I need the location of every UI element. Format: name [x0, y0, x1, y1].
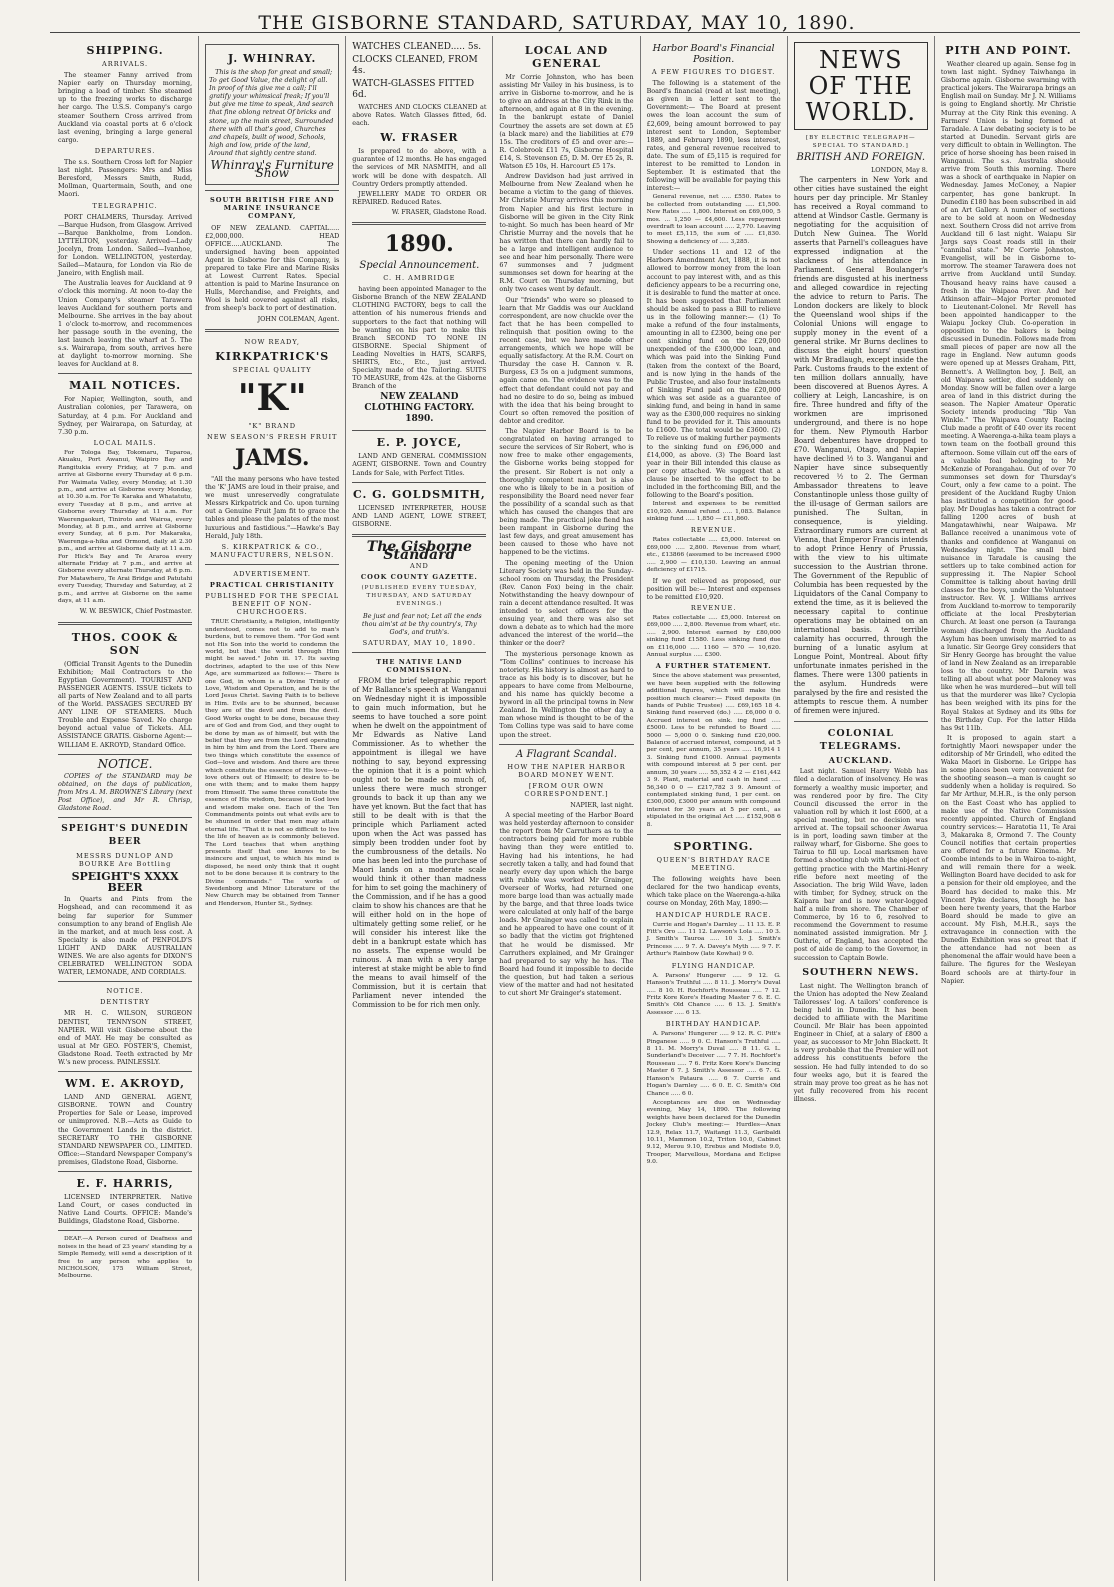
- flagrant-text: A special meeting of the Harbor Board was held yesterday afternoon to consider the report from Mr Carruthers as to the contractors being paid for more rubble having than they were entitled to. Having had his intentions, he had secretly taken a tally, and had found that nearly every day upon which the barge with rubble was worked Mr Grainger, Overseer of Works, had returned one more barge load than was actually made by the barge, and that three loads twice were calculated at only half of the barge loads. Mr Grainger was called to explain and he appeared to have one count of it so badly that the victim got frightened that he would be dismissed. Mr Carruthers explained, and Mr Grainger had prepared to say why he has. The Board had found it impossible to decide the question, but had taken a serious view of the matter and had not hesitated to cut short Mr Grainger's statement.: [499, 811, 634, 998]
- whinray-ad: [205, 44, 339, 185]
- flying-subhead: FLYING HANDICAP.: [671, 961, 756, 970]
- local-text-5: The opening meeting of the Union Literary Society was held in the Sunday-school room on Thursday, the President (Rev. Canon Fox) being in the chair. Notwithstanding the heavy downpour of rain a decent attendance resulted. It was intended to select officers for the ensuing year, and there was also set down a debate as to which had the more advanced the interest of the world—the thinker or the doer?: [499, 558, 634, 648]
- sporting-sub: QUEEN'S BIRTHDAY RACE MEETING.: [656, 855, 771, 873]
- birthday-subhead: BIRTHDAY HANDICAP.: [665, 1020, 762, 1029]
- harbor-text-3: If we get relieved as proposed, our position will be:— Interest and expenses to be remitted £10,920.: [646, 576, 781, 601]
- jams-heading: JAMS.: [234, 445, 310, 471]
- paper-title: The Gisborne Standard: [366, 538, 472, 563]
- flagrant-place: NAPIER, last night.: [570, 800, 634, 809]
- whinray-heading: J. WHINRAY.: [228, 52, 317, 65]
- divider: [58, 622, 192, 625]
- local-general-heading: LOCAL AND GENERAL: [524, 44, 609, 70]
- harbor-text-2: Under sections 11 and 12 of the Harbors Amendment Act, 1888, it is not allowed to borrow money from the loan account to pay interest with, and as this deficiency appears to be a recurring one, it is desirable to fund the matter at once. It has been suggested that Parliament should be asked to pass a Bill to relieve us in the following manner:— (1) To make a refund of the four instalments, amounting in all to £2300, being one per cent sinking fund on the £29,000 unexpended of the £300,000 loan, and which was paid into the Sinking Fund (taken from the context of the Board, and is now lying in the hands of the Public Trustee, and also four instalments of Sinking Fund paid on the £20,000 which was set aside as a guarantee of sinking fund, and being in hand in same way as the £300,000 requires no sinking fund to be provided for it. This amounts to £1600. The total would be £3600. (2) To relieve us of making further payments to the sinking fund on £96,000 and £14,000, as above. (3) The Board last year in their Bill intended this clause as per copy attached. We suggest that a clause be inserted to the effect to be included in the forthcoming Bill, and the following to the Board's position.: [646, 248, 781, 500]
- nz-clothing-factory: NEW ZEALAND CLOTHING FACTORY. 1890.: [364, 392, 475, 425]
- dateline: LONDON, May 8.: [871, 166, 928, 175]
- year-heading: 1890.: [384, 231, 454, 258]
- colonial-heading: COLONIAL TELEGRAMS.: [819, 728, 902, 753]
- southern-text: Last night. The Wellington branch of the Union has adopted the New Zealand Tailoresses' log. A tailors' conference is being held in Dunedin. It has been decided to affiliate with the Maritime Council. Mr Blair has been appointed Engineer in Chief, at a salary of £800 a year, as successor to Mr John Blackett. It is very probable that the Premier will not address his constituents before the session. He had fully intended to do so four weeks ago, but it is feared the strain may prove too great as he has not yet fully recovered from his recent illness.: [793, 981, 928, 1103]
- practical-heading: PRACTICAL CHRISTIANITY: [209, 581, 335, 590]
- telegraphic-subhead: TELEGRAPHIC.: [92, 201, 158, 210]
- sporting-text: The following weights have been declared for the two handicap events, which take place on the Waerenga-a-hika course on Monday, 26th May, 1890:—: [646, 875, 781, 908]
- notice-text: COPIES of the STANDARD may be obtained, on the days of publication, from Mrs A. M. BROWNE'S Library (next Post Office), and Mr R. Chrisp, Gladstone Road.: [58, 771, 193, 813]
- special-quality: SPECIAL QUALITY: [232, 365, 312, 374]
- paper-motto: Be just and fear not; Let all the ends thou aim'st at be thy country's, Thy God's, and truth's.: [361, 611, 482, 636]
- watch-line-1: WATCHES CLEANED..... 5s.: [352, 42, 482, 52]
- arrivals-subhead: ARRIVALS.: [102, 60, 149, 68]
- divider: [205, 190, 339, 191]
- goldsmith-heading: C. G. GOLDSMITH,: [352, 487, 486, 501]
- divider: [499, 744, 633, 745]
- paper-and: AND: [409, 562, 429, 571]
- newspaper-page: [52, 36, 1082, 1581]
- harbor-figures-3: Rates collectable ..... £5,000. Interest on £69,000 ..... 2,800. Revenue from wharf, etc., £13866 (assumed to be increased £900 ..... 2,900 — £10,130. Leaving an annual deficiency of £1715.: [646, 537, 781, 574]
- speight-heading: SPEIGHT'S DUNEDIN BEER: [61, 824, 189, 848]
- pith-heading: PITH AND POINT.: [945, 44, 1072, 57]
- divider: [352, 482, 486, 483]
- local-text-3: Our "friends" who were so pleased to learn that Mr Gaddis was our Auckland correspondent, are now chuckle over the fact that he has been compelled to relinquish that position owing to the recent case, but we have made other arrangements, which we hope will be equally satisfactory. At the R.M. Court on Thursday the case H. Cannon v. R. Burgess, £3 5s on a judgment summons, again came on. The evidence was to the effect that defendant could not pay and had no desire to do so, being as imbued with the idea that his being brought to Court so often removed the position of debtor and creditor.: [499, 295, 634, 425]
- divider: [352, 652, 486, 653]
- mail-notices-heading: MAIL NOTICES.: [69, 379, 182, 393]
- divider: [58, 1171, 192, 1172]
- practical-sub: PUBLISHED FOR THE SPECIAL BENEFIT OF NON-CHURCHGOERS.: [205, 592, 340, 617]
- masthead: [0, 0, 1114, 34]
- divider: [352, 534, 486, 537]
- divider: [58, 1071, 192, 1072]
- world-text: The carpenters in New York and other cities have sustained the eight hours per day principle. Mr Stanley has received a Royal command to attend at Windsor Castle. Germany is negotiating for the acquisition of Dutch New Guinea. The World asserts that Parnell's colleagues have expressed indignation at the slackness of his attendance in Parliament. General Boulanger's friends are disgusted at his inertness and alleged cowardice in rejecting the advice to return to Paris. The London dockers are likely to block the Queensland wool ships if the Colonial Unions will engage to supply money in the event of a general strike. Mr Burns declines to discuss the eight hours' question with Mr Bradlaugh, except inside the Park. Customs frauds to the extent of ten million dollars annually, have been discovered at Buenos Ayres. A colliery at Leigh, Lancashire, is on fire. Three hundred and fifty of the workmen are imprisoned underground, and there is no hope for them. New Plymouth Harbor Board debentures have dropped to £70. Wanganui, Otago, and Napier have declined ½ to 3. Wanganui and Napier have since subsequently recovered ½ to 2. The German Ambassador threatens to leave Constantinople unless those guilty of the ill-usage of German sailors are punished. The Sultan, in consequence, is yielding. Extraordinary rumors are current at Vienna, that Emperor Francis intends to adopt Prince Henry of Prussia, with the view to his ultimate succession to the Austrian throne. The Government of the Republic of Columbia has been requested by the Liquidators of the Canal Company to extend the time, as it is believed the necessary capital to continue operations may be obtained on an international basis. A terrible calamity has occurred, through the burning of a lunatic asylum at Longue Point, Montreal. About fifty unfortunate inmates perished in the flames. There were 1300 patients in the asylum. Hundreds were paralysed by the fire and resisted the attempts to rescue them. A number of firemen were injured.: [793, 176, 928, 716]
- speight-big: SPEIGHT'S XXXX BEER: [71, 870, 179, 895]
- pith-text: Weather cleared up again. Sense fog in town last night. Sydney Taiwhanga in Gisborne again. Gisborne swarming with practical jokers. The Wairarapa brings an English mail on Sunday. Mr J. N. Williams is going to England shortly. Mr Christie Murray at the City Rink this evening. A Farmers' Union is being formed at Taradale. A Law debating society is to be started at Dunedin. Servant girls are very difficult to obtain in Wellington. The price of horse shoeing has been raised in Wanganui. The s.s. Australia should arrive from South this morning. There was a shock of earthquake in Napier on Wednesday. James McConey, a Napier carpenter, has gone bankrupt. In Dunedin £180 has been subscribed in aid of an Art Gallery. A number of sections are to be sold at noon on Wednesday next. Southern Cross did not arrive from Auckland till 6 last night. Waiapu Sir Jargs says Coast roads still in their "cannibal state." Mr Corrie Johnston, Evangelist, will be in Gisborne to-morrow. The steamer Tarawera does not arrive from Auckland until Sunday. Thousand heavy rains have caused a fresh in the Waipaoa river. And her Atkinson affair—Major Porter promoted to Lieutenant-Colonel. Mr Revell has been appointed handicapper to the Waiapu Jockey Club. Co-operation in opposition to the bakers is being discussed in Dunedin. Follows made from small pieces of paper are now all the rage in England. New autumn goods were opened up at Messrs Graham, Pitt, Bennett's. A Wellington boy, J. Bell, an old Waipawa settler, died suddenly on Monday. Snow will be fallen over a large area of land in this district during the season. The Napier Amateur Operatic Society intends producing "Rip Van Winkle." The Waipawa County Racing Club made a profit of £40 over its recent meeting. A Waerenga-a-hika team plays a town team on the football ground this afternoon. Some villain cut off the ears of a valuable foal belonging to Mr McKenzie of Porangahau. Out of over 70 summonses set down for Thursday's Court, only a few came to a point. The president of the Auckland Rugby Union has instituted a competition for good-play. Mr Douglas has taken a contract for falling 1200 acres of bush at Mangatawhiwhi, near Waipawa. Mr Ballance received a unanimous vote of thanks and confidence at Wanganui on Wednesday night. The small bird nuisance in Taradale is causing the settlers up to take combined action for suppressing it. The Napier School Committee is talking about having drill classes for the boys, under the Volunteer instructor. Rev. W. J. Williams arrives from Auckland to-morrow to temporarily officiate at the local Presbyterian Church. At least one person (a Tauranga woman) discharged from the Auckland Asylum has been unwisely married to as a lunatic. Sir George Grey considers that Sir Henry George has brought the value of land in New Zealand as an irreparable loss to the country. Mr Darwin was telling all about what poor Maloney was like when he was murdered—but will tell us that the murderer was like? Cyclopia has been weighed with its pins for the Royal Stakes at Sydney and its 9lbs for the Birthday Cup. For the latter Hilda has 9st 11lb.: [940, 60, 1076, 732]
- world-title: NEWS OF THE WORLD.: [805, 46, 916, 126]
- special-announcement: Special Announcement.: [359, 260, 480, 272]
- joyce-text: LAND AND GENERAL COMMISSION AGENT, GISBORNE. Town and Country Lands for Sale, with Perfect Titles.: [352, 452, 487, 477]
- deaf-notice: DEAF.—A Person cured of Deafness and noises in the head of 23 years' standing by a Simple Remedy, will send a description of it free to any person who applies to NICHOLSON, 175 William Street, Melbourne.: [58, 1236, 193, 1280]
- watch-line-2: CLOCKS CLEANED, FROM 4s.: [352, 55, 478, 76]
- now-ready: NOW READY,: [244, 337, 300, 346]
- native-text: FROM the brief telegraphic report of Mr Ballance's speech at Wanganui on Wednesday night it is impossible to gain much information, but he seems to have touched a sore point when he dwelt on the appointment of Mr Edwards as Native Land Commissioner. As to whether the appointment is illegal we have nothing to say, beyond expressing the opinion that it is a point which ought not to be made so much of, unless there were much stronger grounds to back it up than any we have yet known. But the fact that has still to be dealt with is that the principle which Parliament acted upon when the Act was passed has simply been trodden under foot by the cumbrousness of the details. No one has been led into the purchase of Maori lands on a moderate scale would think it other than madness for him to set going the machinery of the Commission, and if he has a good claim to show his chances are that he will either hold on in the hope of ultimately getting some relief, or he will consider his interest like the debt in a bankrupt estate which has no assets. The expense would be ruinous. A man with a very large interest at stake might be able to find the means to avail himself of the Commission, but it is certain that Parliament never intended the Commission to be for rich men only.: [352, 677, 487, 1010]
- departures-text: The s.s. Southern Cross left for Napier last night. Passengers: Mrs and Miss Beresford, Messrs Smith, Rudd, Mollman, Quartermain, South, and one Maori.: [58, 158, 193, 199]
- local-text-2: Andrew Davidson had just arrived in Melbourne from New Zealand when he became a victim to the gang of thieves. Mr Christie Murray arrives this morning from Napier and his first lecture in Gisborne will be given in the City Rink to-night. So much has been heard of Mr Christie Murray and the novels that he has written that there can hardly fail to be a large and intelligent audience to see and hear him personally. There were 67 summonses and 7 judgment summonses set down for hearing at the R.M. Court on Thursday morning, but only two cases went by default.: [499, 172, 634, 294]
- harris-text: LICENSED INTERPRETER. Native Land Court, or cases conducted in Native Land Courts. OFFICE: Mande's Buildings, Gladstone Road, Gisborne.: [58, 1192, 193, 1226]
- divider: [352, 430, 486, 431]
- divider: [647, 834, 781, 835]
- harbor-figures-4: Rates collectable ..... £5,000. Interest on £69,000 ..... 2,800. Revenue from wharf, etc. ..... 2,900. Interest earned by £80,000 sinking fund £1580. Less sinking fund due on £116,000 ..... 1160 — 570 — 10,620. Annual surplus ..... £300.: [646, 614, 781, 658]
- further-statement-text: Since the above statement was presented, we have been supplied with the following additional figures, which will make the position much clearer:— Fixed deposits (in hands of Public Trustee) ..... £69,165 18 4. Sinking fund reserved (do.) ..... £6,000 0 0. Accrued interest on sink. ing fund ..... £5000. Less to be refunded to Board ..... 5000 — 5,000 0 0. Sinking fund £20,000. Balance of accrued interest, compound, at 5 per cent, per annum, 35 years ..... 16,914 1 3. Sinking fund £1000. Annual payments with compound interest at 5 per cent. per annum, 30 years ..... 55,352 4 2 — £161,442 3 9. Plant, material and cash in hand ..... 56,340 0 0 — £217,782 3 9. Amount of contemplated sinking fund, 1 per cent. on £300,000, £3000 per annum with compound interest for 30 years at 5 per cent., as stipulated in the original Act ..... £152,908 6 8.: [646, 673, 781, 828]
- world-sub: [BY ELECTRIC TELEGRAPH—SPECIAL TO STANDARD.]: [805, 135, 916, 150]
- fraser-heading: W. FRASER: [380, 131, 459, 145]
- advertisement-label: ADVERTISEMENT.: [233, 569, 311, 578]
- insurance-sign: JOHN COLEMAN, Agent.: [257, 314, 340, 323]
- divider: [58, 981, 192, 982]
- local-text-4: The Napier Harbor Board is to be congratulated on having arranged to secure the services of Sir Robert, who is now free to make other engagements, the Gisborne works being stopped for the present. Sir Robert is not only a thoroughly competent man but is also one who is likely to be in a position of responsibility the Board need never fear the possibility of a scandal such as that which has caused the changes that are being made. The practical joke fiend has been rampant in Gisborne during the last few days, and great amusement has been caused to those who have not happened to be the victims.: [499, 427, 634, 557]
- divider: [58, 1230, 192, 1231]
- sporting-heading: SPORTING.: [673, 839, 754, 853]
- notice-heading: NOTICE.: [97, 756, 153, 771]
- british-heading: BRITISH AND FOREIGN.: [796, 152, 926, 164]
- column-7: [935, 36, 1082, 1581]
- harbor-board-sub: A FEW FIGURES TO DIGEST.: [651, 68, 776, 76]
- kirkpatrick-heading: KIRKPATRICK'S: [215, 349, 330, 363]
- divider: [58, 373, 192, 374]
- arrivals-text: The steamer Fanny arrived from Napier early on Thursday morning, bringing a load of timber. She steamed up to the freezing works to discharge her cargo. The U.S.S. Company's cargo steamer Southern Cross arrived from Auckland via coastal ports at 6 o'clock last evening, bringing a large general cargo.: [58, 71, 193, 144]
- flagrant-heading: A Flagrant Scandal.: [516, 748, 617, 760]
- harbor-text-1: The following is a statement of the Board's financial (read at last meeting), as given in a letter sent to the Government:— The Board at present owes the loan account the sum of £2,609, being amount borrowed to pay interest sent to London, September 1889, and February 1890, less interest, rates, and general revenue received to date. The sum of £5,115 is required for interest to be remitted to London in September. It is estimated that the following will be available for paying this interest:—: [646, 79, 781, 193]
- departures-subhead: DEPARTURES.: [94, 146, 156, 155]
- column-2: [199, 36, 346, 1581]
- paper-date: SATURDAY, MAY 10, 1890.: [362, 638, 477, 647]
- auckland-subhead: AUCKLAND.: [828, 755, 893, 766]
- shipping-heading: SHIPPING.: [86, 44, 164, 57]
- harbor-figures-2: Interest and expenses to be remitted £10,920. Annual refund ..... 1,083. Balance sinking fund ..... 1,850 — £11,860.: [646, 501, 781, 522]
- native-heading: THE NATIVE LAND COMMISSION.: [376, 657, 463, 675]
- postmaster-sign: W. W. BESWICK, Chief Postmaster.: [79, 607, 193, 616]
- southern-heading: SOUTHERN NEWS.: [802, 966, 920, 978]
- ambridge-name: C. H. AMBRIDGE: [383, 274, 456, 283]
- column-5: [641, 36, 788, 1581]
- masthead-rule: [50, 32, 1080, 33]
- page-title: THE GISBORNE STANDARD, SATURDAY, MAY 10, 1890.: [258, 12, 856, 34]
- watch-text: WATCHES AND CLOCKS CLEANED at above Rates. Watch Glasses fitted, 6d. each.: [352, 103, 487, 128]
- birthday-entries: A. Parsons' Hungerer ..... 9 12. R. C. Pitt's Pinganese ..... 9 0. C. Hanson's Truthful ..... 8 11. M. Morry's Duval ..... 8 11. G. L. Sunderland's Deceiver ..... 7 7. H. Rochfort's Rousseau ..... 7 6. Fritz Kore Kore's Dancing Master 6 7. J. Smith's Assessor ..... 6 7. G. Hanson's Pataura ..... 6 7. Currie and Hogan's Darnley ..... 6 0. E. C. Smith's Old Chance ..... 6 0.: [646, 1031, 781, 1097]
- auckland-text: Last night. Samuel Harry Webb has filed a declaration of insolvency. He was formerly a wealthy music importer, and was rendered poor by fire. The City Council discussed the error in the valuation roll by which it lost £600, at a special meeting, but no decision was arrived at. The topsail schooner Awarua is in port, loading sawn timber at the railway wharf, for Gisborne. She goes to Tairua to fill up. Local marksmen have formed a shooting club with the object of getting practice with the Martini-Henry rifle before next meeting of the Association. The brig Wild Wave, laden with timber, for Sydney, struck on the Kaipara bar and is now water-logged half a mile from shore. The Chamber of Commerce, by 16 to 6, resolved to recommend the Government to resume nominated assisted immigration. Mr J. Guthrie, of England, has accepted the post of aide de camp to the Governor, in succession to Captain Bowle.: [793, 767, 928, 962]
- speight-text: In Quarts and Pints from the Hogshead, and can recommend it as being far superior for Summer consumption to any brand of English Ale in the market, and at much less cost. A Specialty is also made of PENFOLD'S LIGHT AND DARK AUSTRALIAN WINES. We are also agents for DIXON'S CELEBRATED WELLINGTON SODA WATER, LEMONADE, AND CORDIALS.: [58, 895, 193, 977]
- dentistry-notice-heading: NOTICE.: [106, 987, 144, 996]
- divider: [352, 222, 486, 225]
- column-4: [493, 36, 640, 1581]
- paper-pub: (PUBLISHED EVERY TUESDAY, THURSDAY, AND SATURDAY EVENINGS.): [361, 585, 478, 608]
- hurdle-subhead: HANDICAP HURDLE RACE.: [655, 910, 772, 919]
- speight-sub: MESSRS DUNLOP AND BOURKE Are Bottling: [76, 852, 174, 869]
- harris-heading: E. F. HARRIS,: [76, 1176, 174, 1190]
- divider: [205, 329, 339, 332]
- jewellery-text: JEWELLERY MADE TO ORDER OR REPAIRED. Reduced Rates.: [352, 189, 487, 206]
- column-6: [788, 36, 935, 1581]
- cook-text: (Official Transit Agents to the Dunedin Exhibition; Mail Contractors to the Egyptian Government). TOURIST AND PASSENGER AGENTS. ISSUE tickets to all parts of New Zealand and to all parts of the World. PASSAGES SECURED BY ANY LINE OF STEAMERS. Much Trouble and Expense Saved. No charge beyond actual value of Tickets. ALL ASSISTANCE GRATIS. Gisborne Agent:—WILLIAM E. AKROYD, Standard Office.: [58, 659, 193, 749]
- dentistry-text: MR H. C. WILSON, SURGEON DENTIST, TENNYSON STREET, NAPIER. Will visit Gisborne about the end of MAY. He may be consulted as usual at Mr GEO. FOSTER'S, Chemist, Gladstone Road. Teeth extracted by Mr W.'s new process. PAINLESSLY.: [58, 1009, 193, 1067]
- column-1: [52, 36, 199, 1581]
- local-text-1: Mr Corrie Johnston, who has been assisting Mr Vailey in his business, is to arrive in Gisborne to-morrow, and he is to give an address at the City Rink in the afternoon, and again at 8 in the evening. In the bankrupt estate of Daniel Courtney the assets are set down at £5 (a black mare) and the liabilities at £79 15s. The creditors of £5 and over are:—R. Colebrook £11 7s, Gisborne Hospital £14, S. Stevenson £5, D. M. Orr £5 2s, R. Watson £5 10s, H. Harcourt £5 17s.: [499, 73, 634, 171]
- flying-entries: A. Parsons' Hungerer ..... 9 12. G. Hanson's Truthful ..... 8 11. J. Morry's Duval ..... 8 10. H. Rochfort's Rousseau ..... 7 12. Fritz Kore Kore's Heading Master 7 6. E. C. Smith's Old Chance ..... 6 13. J. Smith's Assessor ..... 6 13.: [646, 972, 781, 1016]
- hurdle-entries: Currie and Hogan's Darnley ... 11 13. E. P. Fitt's Oro ..... 11 12. Lawson's Lola ..... 10 3. J. Smith's Tauroa ..... 10 3. J. Smith's Princess ..... 9 7. A. Davey's Myth ..... 9 7. F. Arthur's Rainbow (late Kowhai) 9 0.: [646, 921, 781, 958]
- divider: [58, 817, 192, 818]
- insurance-heading: SOUTH BRITISH FIRE AND MARINE INSURANCE COMPANY,: [209, 196, 335, 221]
- divider: [58, 754, 192, 755]
- akroyd-text: LAND AND GENERAL AGENT, GISBORNE. TOWN and Country Properties for Sale or Lease, improved or unimproved. N.B.—Acts as Guide to the Government Lands in the district. SECRETARY TO THE GISBORNE STANDARD NEWSPAPER CO., LIMITED. Office:—Standard Newspaper Company's premises, Gladstone Road, Gisborne.: [58, 1093, 193, 1166]
- revenue-subhead: REVENUE.: [690, 526, 737, 535]
- flagrant-sub: HOW THE NAPIER HARBOR BOARD MONEY WENT.: [507, 762, 626, 779]
- jams-text: "All the many persons who have tested the 'K' JAMS are loud in their praise, and we must unreservedly congratulate Messrs Kirkpatrick and Co. upon turning out a Genuine Fruit Jam fit to grace the tables and please the palates of the most luxurious and fastidious."—Hawke's Bay Herald, July 18th.: [205, 475, 340, 540]
- ambridge-text: having been appointed Manager to the Gisborne Branch of the NEW ZEALAND CLOTHING FACTORY, begs to call the attention of his numerous friends and supporters to the fact that nothing will be wanting on his part to make this Branch SECOND TO NONE IN GISBORNE. Special Shipment of Leading Novelties in HATS, SCARFS, SHIRTS, Etc., Etc., just arrived. Specialty made of the Tailoring. SUITS TO MEASURE, from 42s. at the Gisborne Branch of the: [352, 285, 487, 391]
- watch-line-3: WATCH-GLASSES FITTED 6d.: [352, 79, 475, 100]
- divider: [205, 564, 339, 565]
- paper-sub: COOK COUNTY GAZETTE.: [360, 573, 478, 582]
- telegraphic-text-2: The Australia leaves for Auckland at 9 o'clock this morning. At noon to-day the Union Company's steamer Tarawera leaves Auckland for southern ports and Melbourne. She arrives in the bay about 1 o'clock to-morrow, and recommences her passage south in the evening, the last launch leaving the wharf at 5. The s.s. Wairarapa, from south, arrives here at daylight to-morrow morning. She leaves for Auckland at 8.: [58, 279, 193, 369]
- fraser-text: Is prepared to do above, with a guarantee of 12 months. He has engaged the services of MR NASMITH, and all work will be done with despatch. All Country Orders promptly attended.: [352, 147, 487, 188]
- joyce-heading: E. P. JOYCE,: [376, 436, 463, 450]
- practical-text: TRUE Christianity, a Religion, intelligently understood, comes not to add to man's burdens, but to remove them. "For God sent not His Son into the world to condemn the world, but that the world through Him might be saved." John iii. 17. Its saving doctrines, adapted to the use of this New Age, are summarized as follows:— There is one God, in whom is a Divine Trinity of Love, Wisdom and Operation, and he is the Lord Jesus Christ. Saving Faith is to believe in Him. Evils are to be shunned, because they are of the devil and from the devil. Good Works ought to be done, because they are of God and from God, and they ought to be done by man as of himself, but with the belief that they are from the Lord operating in him by him and from the Lord. There are two things which constitute the essence of God—love and wisdom. And there are three which constitute the essence of His love—to love others out of Himself; to desire to be one with them; and to make them happy from Himself. The same three constitute the essence of His wisdom, because in God love and wisdom make one. Each of the Ten Commandments points out what evils are to be shunned in order that men may attain eternal life. "That it is not so difficult to live the life of heaven as is commonly believed. The Lord teaches that when anything presents itself that one knows to be insincere and unjust, to which his mind is disposed, he need only think that it ought not to be done because it is contrary to the Divine commands." The works of Swedenborg and Minor Literature of the New Church may be obtained from Tanner and Henderson, Hunter St., Sydney.: [205, 619, 340, 907]
- whinray-poem: This is the shop for great and small; To get Good Value, the delight of all. In proof of this give me a call; I'll gratify your whimsical freak; If you'll but give me time to speak, And search that fine oblong retreat Of bricks and stone, up the main street, Surrounded there with all that's good, Churches and chapels, built of wood, Schools, high and low, pride of the land, Around that sightly centre stand.: [209, 68, 334, 157]
- cook-heading: THOS. COOK & SON: [71, 630, 179, 657]
- world-box: [794, 42, 928, 130]
- k-brand-big: "K": [237, 376, 307, 419]
- further-statement-heading: A FURTHER STATEMENT.: [655, 662, 772, 671]
- furniture-show: Whinray's Furniture Show: [210, 158, 334, 181]
- mail-text: For Napier, Wellington, south, and Australian colonies, per Tarawera, on Saturday, at 4 p.m. For Auckland and Sydney, per Wairarapa, on Saturday, at 7.30 p.m.: [58, 395, 193, 436]
- pith-text-2: It is proposed to again start a fortnightly Maori newspaper under the editorship of Mr Grindell, who edited the Waka Maori in Gisborne. Le Grippe has in some places been very convenient for the shooting season—a man is caught so suddenly when a holiday is required. So far Mr Arthur, M.H.R., is the only person on the East Coast who has applied to make use of the Native Commission recently appointed. Church of England country services:— Haratotia 11, Te Arai 3, Makaraka 8, Ormond 7. The County Council notifies that certain properties are offered for a future Kinema. Mr Coombe intends to be in Wairoa to-night, and will remain there for a week. Wellington Board have decided to ask for a pension for their old employee, and the Board has decided to make this. Mr Vincent Pyke declares, though he has been here twenty years, that the Harbor Board should be made to give an account. My Fish, M.H.R., says the extravagance in connection with the Dunedin Exhibition was so great that if the attendance had not been as phenomenal the affair would have been a failure. The figures for the Wesleyan Board schools are at thirty-four in Napier.: [940, 733, 1076, 985]
- dentistry-heading: DENTISTRY: [100, 998, 151, 1007]
- fresh-fruit: NEW SEASON'S FRESH FRUIT: [206, 432, 338, 441]
- acceptances-text: Acceptances are due on Wednesday evening, May 14, 1890. The following weights have been declared for the Dunedin Jockey Club's meeting:— Hurdles—Anax 12.9, Relax 11.7, Waitangi 11.3, Garibaldi 10.11, Mammon 10.2, Triton 10.0, Cabinet 9.12, Merou 9.10, Erebus and Modiste 9.0, Trooper, Marvellous, Mordana and Eclipse 9.0.: [646, 1099, 781, 1166]
- harbor-figures-1: General revenue, net ..... £550. Rates to be collected from outstanding ..... £1,500. New Rates ..... 1,800. Interest on £69,000, 5 mos. ... 1,250 — £4,600. Less repayment overdraft to loan account ..... 2,770. Leaving to meet £5,115, the sum of ..... £1,830. Showing a deficiency of ..... 3,285.: [646, 194, 781, 245]
- goldsmith-text: LICENSED INTERPRETER, HOUSE AND LAND AGENT, LOWE STREET, GISBORNE.: [352, 503, 487, 528]
- divider: [794, 721, 928, 722]
- telegraphic-text: PORT CHALMERS, Thursday. Arrived—Barque Hudson, from Glasgow. Arrived—Barque Bankholme, from London. LYTTELTON, yesterday. Arrived—Lady Jocelyn, from London. Sailed—Ivanhoe, for London. WELLINGTON, yesterday. Sailed—Mataura, for London via Rio de Janeiro, with English mail.: [58, 212, 193, 278]
- insurance-text: OF NEW ZEALAND. CAPITAL.....£2,000,000. HEAD OFFICE.....AUCKLAND. The undersigned having been appointed Agent in Gisborne for this Company, is prepared to take Fire and Marine Risks at Lowest Current Rates. Special attention is paid to Marine Insurance on Hulls, Merchandise, and Freights, and Wool is held covered against all risks, from sheep's back to port of destination.: [205, 223, 340, 313]
- local-mails-subhead: LOCAL MAILS.: [93, 438, 157, 447]
- flagrant-from: [FROM OUR OWN CORRESPONDENT.]: [524, 781, 609, 798]
- revenue-subhead-2: REVENUE.: [690, 603, 737, 612]
- k-brand: "K" BRAND: [248, 421, 297, 430]
- local-text-6: The mysterious personage known as "Tom Collins" continues to increase his notoriety. His history is almost as hard to trace as his body is to discover, but he appears to have come from Melbourne, and his name has quickly become a byword in all the principal towns in New Zealand. In Wellington the other day a man whose mind is thought to be of the Tom Collins type was said to have come upon the street.: [499, 649, 634, 739]
- fraser-sign: W. FRASER, Gladstone Road.: [391, 207, 487, 216]
- local-mails-text: For Tologa Bay, Tokomaru, Tuparoa, Akuaku, Port Awanui, Waipiro Bay and Rangitukia every Friday, at 7 p.m. and arrive at Gisborne every Thursday at 6 p.m. For Waimata Valley, every Monday, at 1.30 p.m., and arrive at Gisborne every Monday, at 10.30 a.m. For Te Karaka and Whatatutu, every Tuesday at 8 p.m., and arrive at Gisborne every Thursday at 11 a.m. For Waerengaokuri, Tiniroto and Wairoa, every Monday, at 8 p.m., and arrive at Gisborne every Sunday, at 6 p.m. For Makaraka, Waerenga-a-hika and Ormond, daily at 2.30 p.m., and arrive at Gisborne daily at 11 a.m. For Hick's Bay and Te Araroa every alternate Friday at 7 p.m., and arrive at Gisborne every alternate Thursday, at 6 p.m. For Matawhero, Te Arai Bridge and Patutahi every Tuesday, Thursday and Saturday, at 2 p.m., and arrive at Gisborne on the same days, at 11 a.m.: [58, 449, 193, 605]
- kirkpatrick-footer: S. KIRKPATRICK & CO., MANUFACTURERS, NELSON.: [210, 542, 335, 559]
- harbor-board-heading: Harbor Board's Financial Position.: [652, 43, 775, 65]
- akroyd-heading: WM. E. AKROYD,: [65, 1077, 186, 1091]
- column-3: [346, 36, 493, 1581]
